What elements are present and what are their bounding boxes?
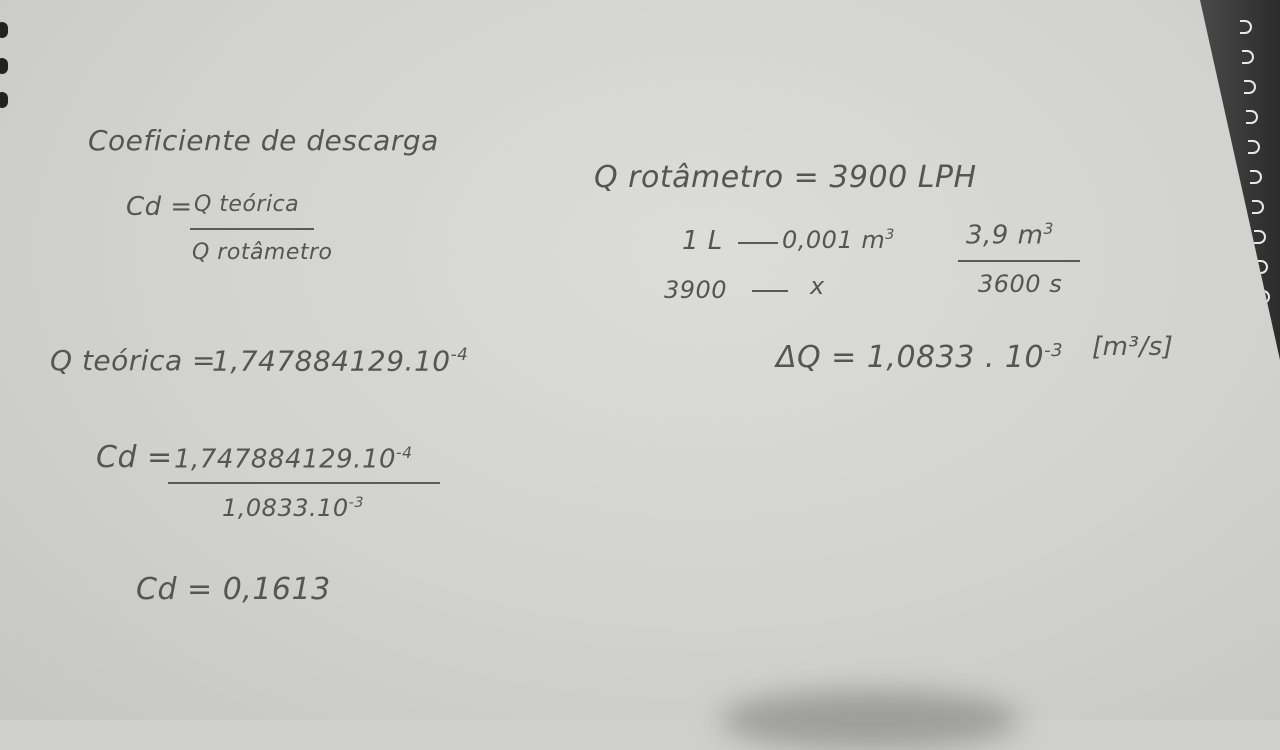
formula-lhs: Cd = (126, 192, 193, 222)
binder-hole (0, 92, 8, 108)
rotametro-text: Q rotâmetro = 3900 LPH (594, 160, 977, 195)
fraction-bar (190, 228, 314, 230)
spiral-binding (1200, 0, 1280, 360)
heading-text: Coeficiente de descarga (88, 124, 439, 157)
formula-denominator: Q rotâmetro (192, 240, 333, 265)
delta-q-unit: [m³/s] (1092, 332, 1174, 362)
cd-calc-denominator: $1,0833.10^{-3}$ (222, 494, 365, 522)
binder-hole (0, 58, 8, 74)
conversion-row2-left: 3900 (664, 276, 728, 304)
fraction-denominator: 3600 s (978, 270, 1063, 298)
conversion-row1-left: 1 L (682, 226, 723, 256)
fraction-numerator: 3,9 $m^3$ (966, 220, 1054, 251)
cd-result: Cd = 0,1613 (136, 572, 331, 607)
fraction-bar (958, 260, 1080, 262)
q-teorica-value: $1,747884129.10^{-4}$ (212, 344, 469, 378)
cd-calc-lhs: Cd = (96, 440, 173, 475)
fraction-bar (168, 482, 440, 484)
cd-calc-numerator: $1,747884129.10^{-4}$ (174, 444, 413, 475)
binder-hole (0, 22, 8, 38)
shadow (720, 690, 1020, 750)
delta-q: ΔQ = 1,0833 . $10^{-3}$ (776, 340, 1064, 375)
dash (752, 290, 788, 292)
formula-numerator: Q teórica (194, 192, 300, 217)
conversion-row1-right: 0,001 $m^3$ (782, 226, 895, 254)
dash (738, 242, 778, 244)
conversion-row2-right: x (810, 272, 825, 300)
q-teorica-label: Q teórica = (50, 344, 216, 377)
